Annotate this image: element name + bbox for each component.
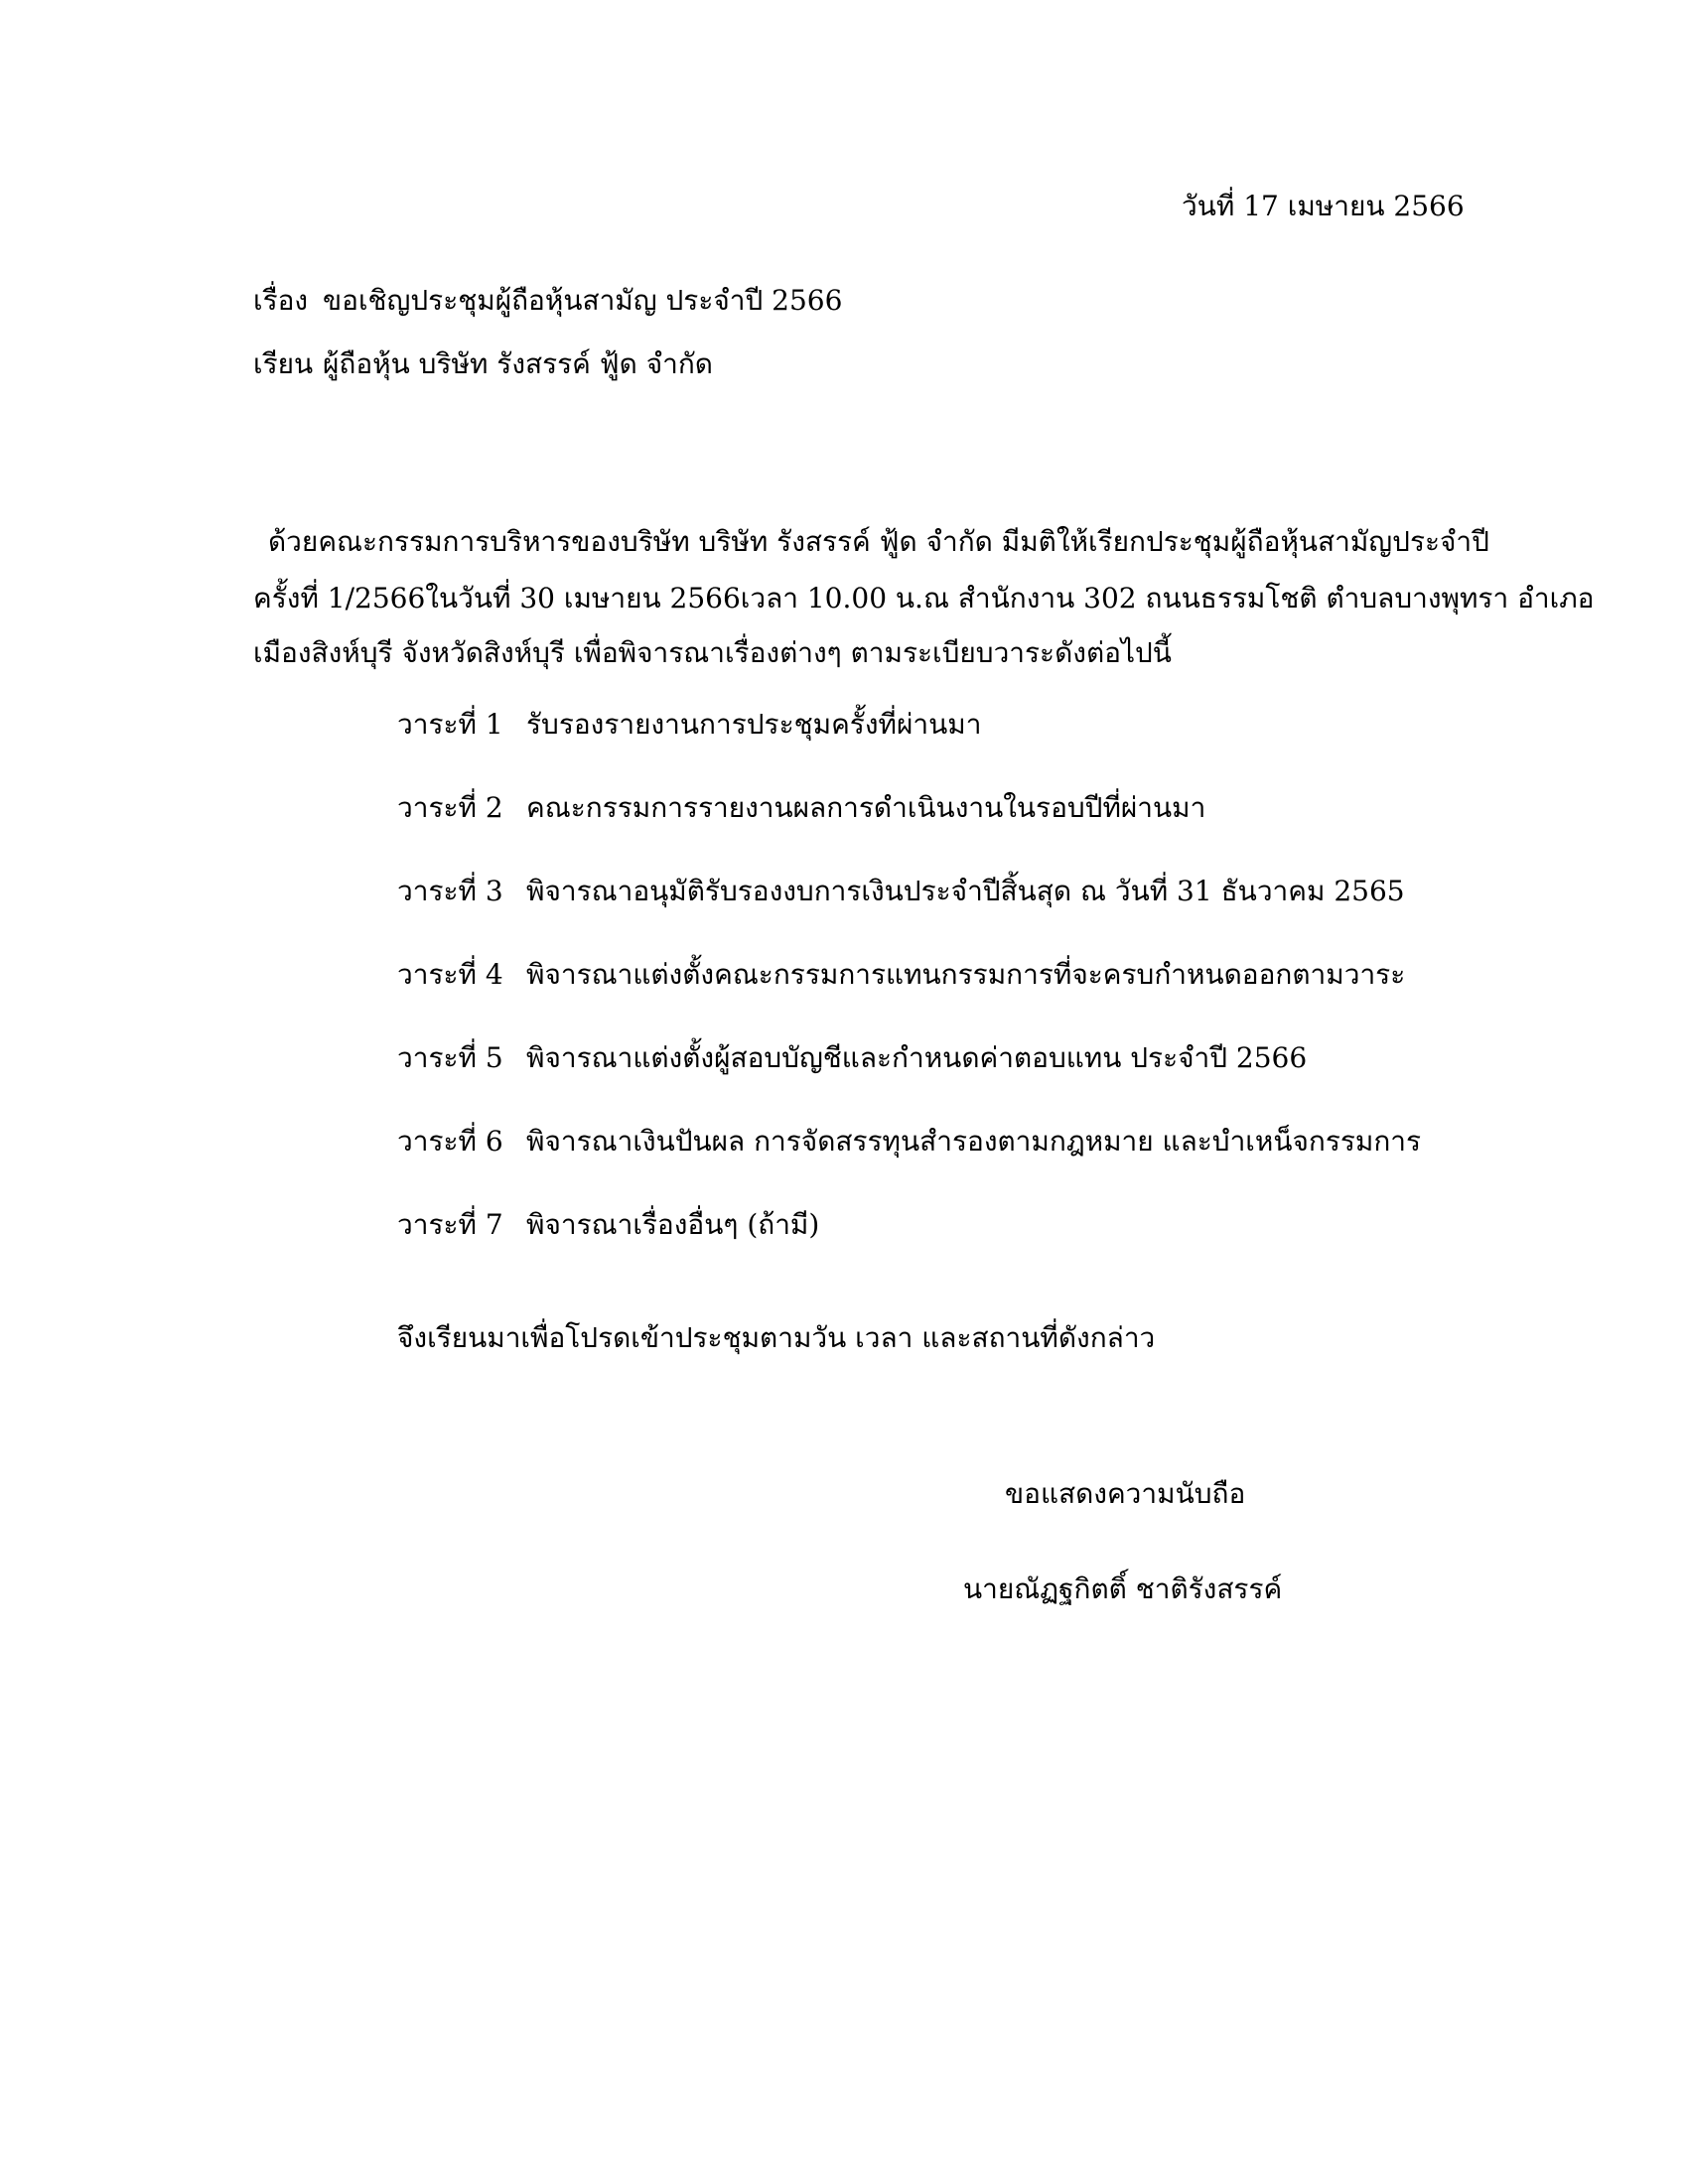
regards: ขอแสดงความนับถือ <box>1005 1477 1246 1510</box>
agenda-item <box>397 707 1421 790</box>
recipient-label: เรียน <box>253 347 314 380</box>
agenda-number: วาระที่ 2 <box>397 791 503 824</box>
agenda-item <box>397 790 1421 874</box>
subject-line <box>253 283 842 319</box>
subject-text: ขอเชิญประชุมผู้ถือหุ้นสามัญ ประจำปี 2566 <box>323 284 843 317</box>
letter-date: วันที่ 17 เมษายน 2566 <box>1182 190 1465 222</box>
body-paragraph-line: ด้วยคณะกรรมการบริหารของบริษัท บริษัท รังสรรค์ ฟู้ด จำกัด มีมติให้เรียกประชุมผู้ถือหุ้นสามัญประจำปี <box>268 525 1489 558</box>
agenda-text: พิจารณาเงินปันผล การจัดสรรทุนสำรองตามกฎหมาย และบำเหน็จกรรมการ <box>526 1125 1422 1158</box>
body-paragraph-line: เมืองสิงห์บุรี จังหวัดสิงห์บุรี เพื่อพิจารณาเรื่องต่างๆ ตามระเบียบวาระดังต่อไปนี้ <box>253 636 1172 669</box>
agenda-item <box>397 1040 1421 1124</box>
agenda-number: วาระที่ 4 <box>397 958 503 991</box>
agenda-text: พิจารณาแต่งตั้งคณะกรรมการแทนกรรมการที่จะครบกำหนดออกตามวาระ <box>526 958 1406 991</box>
recipient-text: ผู้ถือหุ้น บริษัท รังสรรค์ ฟู้ด จำกัด <box>323 347 713 380</box>
subject-label: เรื่อง <box>253 284 309 317</box>
agenda-text: พิจารณาเรื่องอื่นๆ (ถ้ามี) <box>526 1208 820 1241</box>
agenda-item <box>397 874 1421 957</box>
agenda-number: วาระที่ 3 <box>397 875 503 907</box>
agenda-item <box>397 957 1421 1040</box>
agenda-text: คณะกรรมการรายงานผลการดำเนินงานในรอบปีที่ผ่านมา <box>526 791 1206 824</box>
agenda-text: พิจารณาอนุมัติรับรองงบการเงินประจำปีสิ้นสุด ณ วันที่ 31 ธันวาคม 2565 <box>526 875 1405 907</box>
agenda-number: วาระที่ 5 <box>397 1041 503 1074</box>
closing-note: จึงเรียนมาเพื่อโปรดเข้าประชุมตามวัน เวลา และสถานที่ดังกล่าว <box>397 1321 1156 1354</box>
agenda-text: พิจารณาแต่งตั้งผู้สอบบัญชีและกำหนดค่าตอบแทน ประจำปี 2566 <box>526 1041 1308 1074</box>
signer-name: นายณัฏฐกิตติ์ ชาติรังสรรค์ <box>963 1572 1283 1605</box>
agenda-list <box>397 707 1421 1291</box>
body-paragraph-line: ครั้งที่ 1/2566ในวันที่ 30 เมษายน 2566เวลา 10.00 น.ณ สำนักงาน 302 ถนนธรรมโชติ ตำบลบางพุทรา อำเภอ <box>253 582 1595 614</box>
agenda-text: รับรองรายงานการประชุมครั้งที่ผ่านมา <box>526 708 982 741</box>
recipient-line <box>253 346 713 382</box>
agenda-number: วาระที่ 7 <box>397 1208 503 1241</box>
agenda-item <box>397 1207 1421 1291</box>
agenda-number: วาระที่ 6 <box>397 1125 503 1158</box>
agenda-number: วาระที่ 1 <box>397 708 503 741</box>
agenda-item <box>397 1124 1421 1207</box>
